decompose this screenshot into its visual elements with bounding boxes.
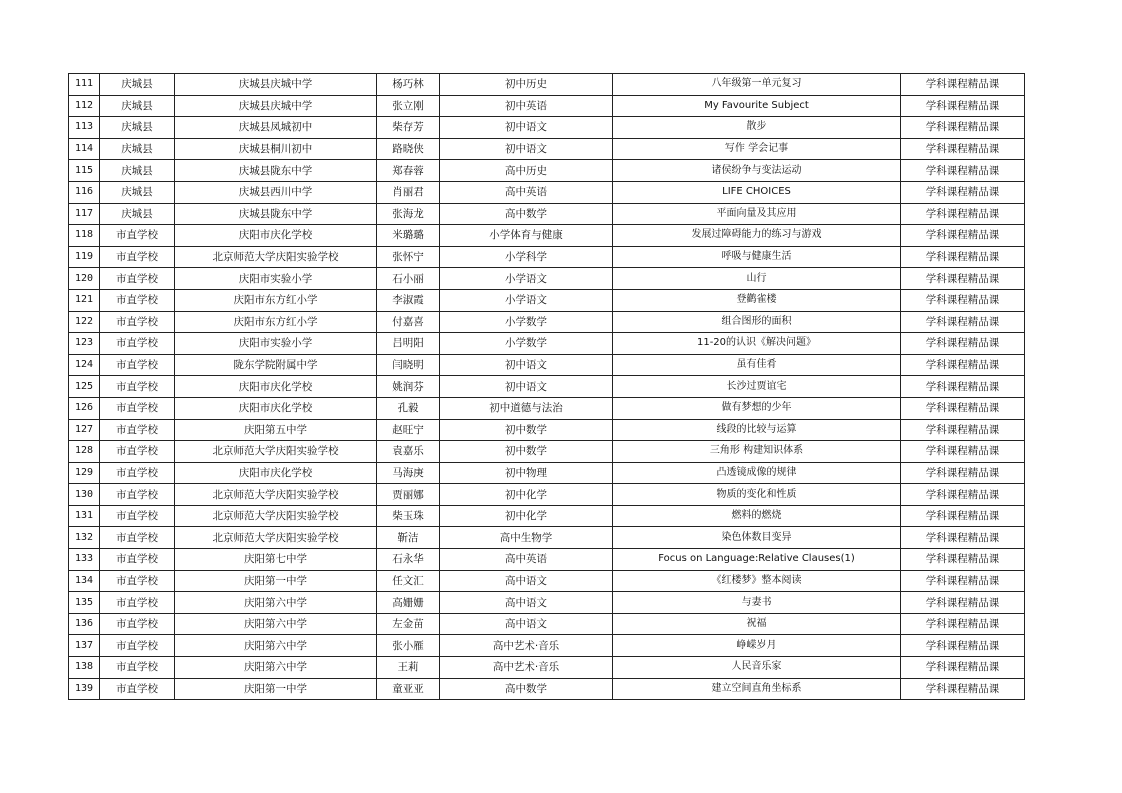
category-cell: 学科课程精品课 (901, 592, 1025, 614)
table-row (69, 441, 1025, 463)
category-cell: 学科课程精品课 (901, 397, 1025, 419)
row-number: 131 (69, 505, 100, 527)
category-cell: 学科课程精品课 (901, 354, 1025, 376)
county-cell: 市直学校 (100, 527, 175, 549)
table-row (69, 117, 1025, 139)
school-cell: 庆阳市庆化学校 (175, 225, 377, 247)
category-cell: 学科课程精品课 (901, 419, 1025, 441)
row-number: 112 (69, 95, 100, 117)
lesson-title-cell: 呼吸与健康生活 (613, 246, 901, 268)
row-number: 113 (69, 117, 100, 139)
category-cell: 学科课程精品课 (901, 657, 1025, 679)
category-cell: 学科课程精品课 (901, 484, 1025, 506)
subject-cell: 小学体育与健康 (440, 225, 613, 247)
category-cell: 学科课程精品课 (901, 74, 1025, 96)
row-number: 114 (69, 138, 100, 160)
lesson-title-cell: 散步 (613, 117, 901, 139)
table-row (69, 570, 1025, 592)
row-number: 116 (69, 181, 100, 203)
teacher-cell: 杨巧林 (377, 74, 440, 96)
table-row (69, 74, 1025, 96)
school-cell: 北京师范大学庆阳实验学校 (175, 246, 377, 268)
table-row (69, 505, 1025, 527)
subject-cell: 高中数学 (440, 678, 613, 700)
category-cell: 学科课程精品课 (901, 678, 1025, 700)
county-cell: 庆城县 (100, 160, 175, 182)
subject-cell: 初中语文 (440, 376, 613, 398)
county-cell: 庆城县 (100, 74, 175, 96)
subject-cell: 小学数学 (440, 311, 613, 333)
category-cell: 学科课程精品课 (901, 635, 1025, 657)
teacher-cell: 吕明阳 (377, 333, 440, 355)
subject-cell: 初中化学 (440, 484, 613, 506)
county-cell: 市直学校 (100, 678, 175, 700)
category-cell: 学科课程精品课 (901, 246, 1025, 268)
county-cell: 市直学校 (100, 657, 175, 679)
county-cell: 市直学校 (100, 333, 175, 355)
lesson-title-cell: 八年级第一单元复习 (613, 74, 901, 96)
school-cell: 庆城县凤城初中 (175, 117, 377, 139)
county-cell: 市直学校 (100, 376, 175, 398)
teacher-cell: 高姗姗 (377, 592, 440, 614)
subject-cell: 小学科学 (440, 246, 613, 268)
category-cell: 学科课程精品课 (901, 613, 1025, 635)
lesson-title-cell: 祝福 (613, 613, 901, 635)
school-cell: 庆阳第七中学 (175, 549, 377, 571)
row-number: 135 (69, 592, 100, 614)
category-cell: 学科课程精品课 (901, 441, 1025, 463)
school-cell: 北京师范大学庆阳实验学校 (175, 505, 377, 527)
lesson-title-cell: 发展过障碍能力的练习与游戏 (613, 225, 901, 247)
lesson-title-cell: 线段的比较与运算 (613, 419, 901, 441)
row-number: 133 (69, 549, 100, 571)
row-number: 124 (69, 354, 100, 376)
row-number: 126 (69, 397, 100, 419)
row-number: 134 (69, 570, 100, 592)
category-cell: 学科课程精品课 (901, 203, 1025, 225)
category-cell: 学科课程精品课 (901, 268, 1025, 290)
table-row (69, 225, 1025, 247)
teacher-cell: 袁嘉乐 (377, 441, 440, 463)
table-row (69, 613, 1025, 635)
row-number: 129 (69, 462, 100, 484)
category-cell: 学科课程精品课 (901, 527, 1025, 549)
county-cell: 市直学校 (100, 592, 175, 614)
school-cell: 庆阳市庆化学校 (175, 462, 377, 484)
school-cell: 庆城县陇东中学 (175, 203, 377, 225)
row-number: 139 (69, 678, 100, 700)
category-cell: 学科课程精品课 (901, 549, 1025, 571)
subject-cell: 小学数学 (440, 333, 613, 355)
school-cell: 庆城县桐川初中 (175, 138, 377, 160)
school-cell: 庆阳第六中学 (175, 657, 377, 679)
category-cell: 学科课程精品课 (901, 376, 1025, 398)
county-cell: 庆城县 (100, 181, 175, 203)
lesson-title-cell: 《红楼梦》整本阅读 (613, 570, 901, 592)
table-row (69, 657, 1025, 679)
subject-cell: 初中英语 (440, 95, 613, 117)
category-cell: 学科课程精品课 (901, 117, 1025, 139)
teacher-cell: 路晓侠 (377, 138, 440, 160)
county-cell: 市直学校 (100, 289, 175, 311)
county-cell: 市直学校 (100, 311, 175, 333)
table-row (69, 484, 1025, 506)
school-cell: 庆阳市实验小学 (175, 268, 377, 290)
row-number: 137 (69, 635, 100, 657)
teacher-cell: 柴玉珠 (377, 505, 440, 527)
category-cell: 学科课程精品课 (901, 462, 1025, 484)
teacher-cell: 张立刚 (377, 95, 440, 117)
row-number: 138 (69, 657, 100, 679)
table-row (69, 203, 1025, 225)
teacher-cell: 肖丽君 (377, 181, 440, 203)
row-number: 117 (69, 203, 100, 225)
row-number: 125 (69, 376, 100, 398)
table-row (69, 462, 1025, 484)
lesson-title-cell: 染色体数目变异 (613, 527, 901, 549)
lesson-title-cell: LIFE CHOICES (613, 181, 901, 203)
category-cell: 学科课程精品课 (901, 225, 1025, 247)
teacher-cell: 石小丽 (377, 268, 440, 290)
teacher-cell: 米璐璐 (377, 225, 440, 247)
school-cell: 庆阳市实验小学 (175, 333, 377, 355)
category-cell: 学科课程精品课 (901, 95, 1025, 117)
teacher-cell: 姚润芬 (377, 376, 440, 398)
row-number: 132 (69, 527, 100, 549)
school-cell: 庆阳第六中学 (175, 592, 377, 614)
subject-cell: 初中物理 (440, 462, 613, 484)
county-cell: 庆城县 (100, 203, 175, 225)
table-row (69, 527, 1025, 549)
lesson-title-cell: 燃料的燃烧 (613, 505, 901, 527)
teacher-cell: 张怀宁 (377, 246, 440, 268)
subject-cell: 初中道德与法治 (440, 397, 613, 419)
table-row (69, 268, 1025, 290)
row-number: 111 (69, 74, 100, 96)
subject-cell: 高中数学 (440, 203, 613, 225)
teacher-cell: 童亚亚 (377, 678, 440, 700)
category-cell: 学科课程精品课 (901, 289, 1025, 311)
lesson-title-cell: 建立空间直角坐标系 (613, 678, 901, 700)
subject-cell: 高中语文 (440, 613, 613, 635)
category-cell: 学科课程精品课 (901, 570, 1025, 592)
row-number: 123 (69, 333, 100, 355)
table-row (69, 246, 1025, 268)
row-number: 115 (69, 160, 100, 182)
teacher-cell: 柴存芳 (377, 117, 440, 139)
teacher-cell: 贾丽娜 (377, 484, 440, 506)
school-cell: 北京师范大学庆阳实验学校 (175, 441, 377, 463)
table-row (69, 354, 1025, 376)
lesson-title-cell: 组合图形的面积 (613, 311, 901, 333)
school-cell: 庆阳第一中学 (175, 570, 377, 592)
school-cell: 庆城县西川中学 (175, 181, 377, 203)
subject-cell: 高中艺术·音乐 (440, 657, 613, 679)
county-cell: 市直学校 (100, 225, 175, 247)
table-row (69, 376, 1025, 398)
lesson-title-cell: 写作 学会记事 (613, 138, 901, 160)
school-cell: 北京师范大学庆阳实验学校 (175, 484, 377, 506)
county-cell: 庆城县 (100, 138, 175, 160)
school-cell: 庆阳第一中学 (175, 678, 377, 700)
lesson-title-cell: 人民音乐家 (613, 657, 901, 679)
subject-cell: 初中数学 (440, 441, 613, 463)
category-cell: 学科课程精品课 (901, 505, 1025, 527)
lesson-title-cell: 三角形 构建知识体系 (613, 441, 901, 463)
lesson-title-cell: 登鹳雀楼 (613, 289, 901, 311)
teacher-cell: 石永华 (377, 549, 440, 571)
category-cell: 学科课程精品课 (901, 311, 1025, 333)
table-row (69, 397, 1025, 419)
table-row (69, 138, 1025, 160)
table-row (69, 678, 1025, 700)
row-number: 127 (69, 419, 100, 441)
category-cell: 学科课程精品课 (901, 333, 1025, 355)
table-row (69, 549, 1025, 571)
school-cell: 庆阳市庆化学校 (175, 376, 377, 398)
category-cell: 学科课程精品课 (901, 160, 1025, 182)
county-cell: 市直学校 (100, 613, 175, 635)
county-cell: 市直学校 (100, 484, 175, 506)
teacher-cell: 赵旺宁 (377, 419, 440, 441)
county-cell: 市直学校 (100, 505, 175, 527)
table-row (69, 95, 1025, 117)
school-cell: 北京师范大学庆阳实验学校 (175, 527, 377, 549)
subject-cell: 高中英语 (440, 549, 613, 571)
subject-cell: 初中语文 (440, 354, 613, 376)
category-cell: 学科课程精品课 (901, 181, 1025, 203)
school-cell: 庆阳市东方红小学 (175, 289, 377, 311)
school-cell: 陇东学院附属中学 (175, 354, 377, 376)
county-cell: 市直学校 (100, 570, 175, 592)
subject-cell: 初中化学 (440, 505, 613, 527)
row-number: 121 (69, 289, 100, 311)
subject-cell: 初中语文 (440, 117, 613, 139)
teacher-cell: 张小雁 (377, 635, 440, 657)
county-cell: 市直学校 (100, 419, 175, 441)
school-cell: 庆城县陇东中学 (175, 160, 377, 182)
teacher-cell: 李淑霞 (377, 289, 440, 311)
table-row (69, 160, 1025, 182)
teacher-cell: 闫晓明 (377, 354, 440, 376)
teacher-cell: 任文汇 (377, 570, 440, 592)
school-cell: 庆城县庆城中学 (175, 74, 377, 96)
lesson-title-cell: Focus on Language:Relative Clauses(1) (613, 549, 901, 571)
county-cell: 市直学校 (100, 441, 175, 463)
school-cell: 庆城县庆城中学 (175, 95, 377, 117)
teacher-cell: 左金苗 (377, 613, 440, 635)
teacher-cell: 郑春蓉 (377, 160, 440, 182)
teacher-cell: 马海庚 (377, 462, 440, 484)
school-cell: 庆阳第五中学 (175, 419, 377, 441)
school-cell: 庆阳市东方红小学 (175, 311, 377, 333)
table-row (69, 181, 1025, 203)
subject-cell: 初中数学 (440, 419, 613, 441)
county-cell: 市直学校 (100, 268, 175, 290)
lesson-title-cell: 平面向量及其应用 (613, 203, 901, 225)
row-number: 128 (69, 441, 100, 463)
school-cell: 庆阳市庆化学校 (175, 397, 377, 419)
table-row (69, 419, 1025, 441)
subject-cell: 小学语文 (440, 289, 613, 311)
lesson-title-cell: 凸透镜成像的规律 (613, 462, 901, 484)
lesson-title-cell: 物质的变化和性质 (613, 484, 901, 506)
row-number: 136 (69, 613, 100, 635)
table-row (69, 333, 1025, 355)
subject-cell: 小学语文 (440, 268, 613, 290)
subject-cell: 初中历史 (440, 74, 613, 96)
subject-cell: 初中语文 (440, 138, 613, 160)
lesson-title-cell: 长沙过贾谊宅 (613, 376, 901, 398)
county-cell: 市直学校 (100, 354, 175, 376)
lesson-title-cell: 11-20的认识《解决问题》 (613, 333, 901, 355)
subject-cell: 高中历史 (440, 160, 613, 182)
row-number: 119 (69, 246, 100, 268)
row-number: 118 (69, 225, 100, 247)
table-row (69, 311, 1025, 333)
row-number: 122 (69, 311, 100, 333)
row-number: 120 (69, 268, 100, 290)
county-cell: 市直学校 (100, 462, 175, 484)
lesson-title-cell: 做有梦想的少年 (613, 397, 901, 419)
teacher-cell: 孔毅 (377, 397, 440, 419)
county-cell: 市直学校 (100, 397, 175, 419)
table-row (69, 289, 1025, 311)
subject-cell: 高中艺术·音乐 (440, 635, 613, 657)
lesson-title-cell: 山行 (613, 268, 901, 290)
teacher-cell: 付嘉喜 (377, 311, 440, 333)
teacher-cell: 靳洁 (377, 527, 440, 549)
table-row (69, 635, 1025, 657)
subject-cell: 高中英语 (440, 181, 613, 203)
subject-cell: 高中语文 (440, 592, 613, 614)
county-cell: 市直学校 (100, 635, 175, 657)
table-row (69, 592, 1025, 614)
category-cell: 学科课程精品课 (901, 138, 1025, 160)
teacher-cell: 张海龙 (377, 203, 440, 225)
lesson-title-cell: 峥嵘岁月 (613, 635, 901, 657)
county-cell: 市直学校 (100, 246, 175, 268)
lesson-title-cell: 与妻书 (613, 592, 901, 614)
county-cell: 庆城县 (100, 95, 175, 117)
school-cell: 庆阳第六中学 (175, 613, 377, 635)
lesson-title-cell: 诸侯纷争与变法运动 (613, 160, 901, 182)
course-table (68, 73, 1025, 700)
teacher-cell: 王莉 (377, 657, 440, 679)
county-cell: 市直学校 (100, 549, 175, 571)
row-number: 130 (69, 484, 100, 506)
county-cell: 庆城县 (100, 117, 175, 139)
lesson-title-cell: 虽有佳肴 (613, 354, 901, 376)
lesson-title-cell: My Favourite Subject (613, 95, 901, 117)
subject-cell: 高中生物学 (440, 527, 613, 549)
subject-cell: 高中语文 (440, 570, 613, 592)
school-cell: 庆阳第六中学 (175, 635, 377, 657)
